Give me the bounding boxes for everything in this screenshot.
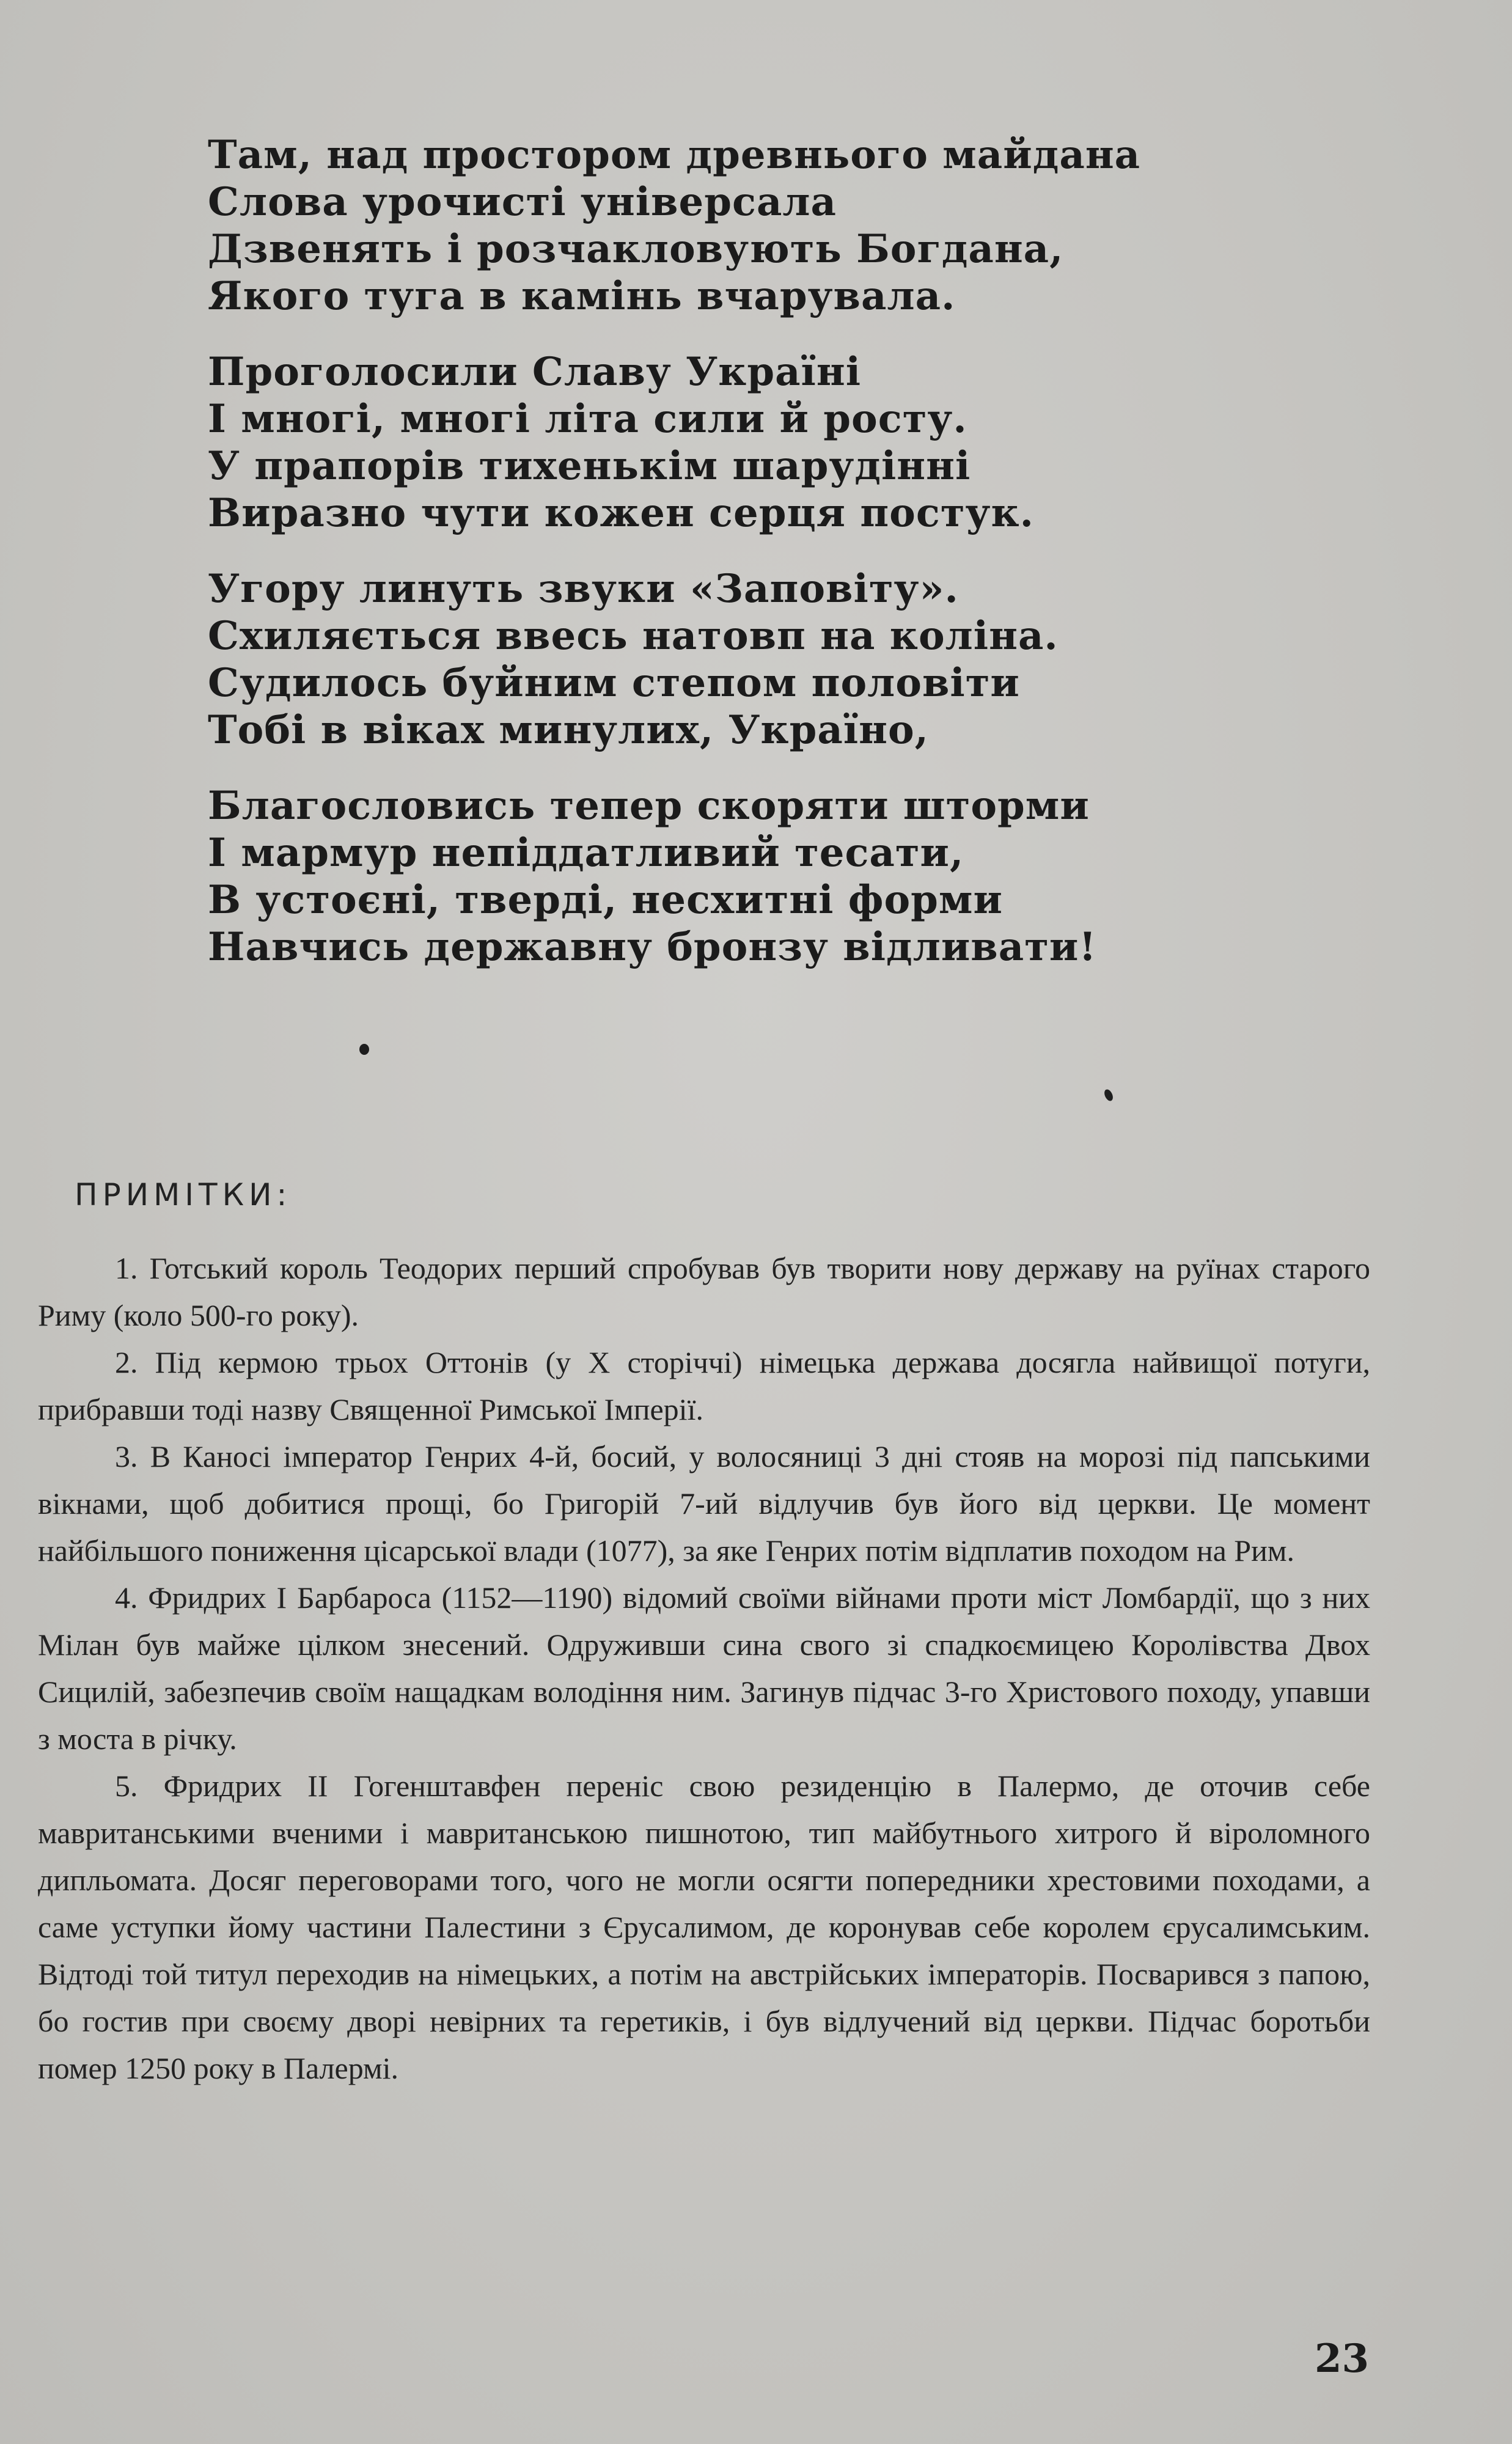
note-item: 5. Фридрих II Гогенштавфен переніс свою резиденцію в Палермо, де оточив себе мавританськими вченими і мавританською пишнотою, тип майбутнього хитрого й віроломного дипльомата. Досяг переговорами того, чого не могли осягти попередники хрестовими походами, а саме уступки йому частини Палестини з Єрусалимом, де коронував себе королем єрусалимським. Відтоді той титул переходив на німецьких, а потім на австрійських імператорів. Посварився з папою, бо гостив при своєму дворі невірних та геретиків, і був відлучений від церкви. Підчас боротьби помер 1250 року в Палермі. [38,1769,1370,2085]
poem-line: Дзвенять і розчакловують Богдана, [208,226,1064,272]
stanza-3 [208,565,1369,754]
note-item: 3. В Каносі імператор Генрих 4-й, босий, у волосяниці 3 дні стояв на морозі під папськими вікнами, щоб добитися прощі, бо Григорій 7-ий відлучив був його від церкви. Це момент найбільшого пониження цісарської влади (1077), за яке Генрих потім відплатив походом на Рим. [38,1439,1370,1568]
poem-line: Схиляється ввесь натовп на коліна. [208,613,1059,659]
stanza-1 [208,131,1369,320]
note-item: 4. Фридрих І Барбароса (1152—1190) відомий своїми війнами проти міст Ломбардії, що з них Мілан був майже цілком знесений. Одруживши сина свого зі спадкоємицею Королівства Двох Сицилій, забезпечив своїм нащадкам володіння ним. Загинув підчас 3-го Христового походу, упавши з моста в річку. [38,1580,1370,1756]
poem-line: Виразно чути кожен серця постук. [208,490,1034,536]
poem-line: Судилось буйним степом половіти [208,660,1020,706]
poem-line: І многі, многі літа сили й росту. [208,396,967,442]
poem-line: Тобі в віках минулих, Україно, [208,707,929,753]
poem-line: Слова урочисті універсала [208,179,837,225]
poem-line: Якого туга в камінь вчарувала. [208,273,956,319]
poem-line: У прапорів тихенькім шарудінні [208,443,971,489]
notes-section [38,1176,1370,2092]
notes-heading: ПРИМІТКИ: [75,1177,292,1213]
note-item: 1. Готський король Теодорих перший спробував був творити нову державу на руїнах старого Риму (коло 500-го року). [38,1251,1370,1332]
poem [208,131,1369,999]
poem-line: Проголосили Славу Україні [208,349,861,395]
poem-line: Навчись державну бронзу відливати! [208,924,1097,970]
poem-line: Благословись тепер скоряти шторми [208,783,1090,829]
poem-line: В устоєні, тверді, несхитні форми [208,877,1003,923]
stanza-2 [208,348,1369,537]
poem-line: Там, над простором древнього майдана [208,132,1141,178]
poem-line: Угору линуть звуки «Заповіту». [208,566,959,612]
note-item: 2. Під кермою трьох Оттонів (у X сторіччі) німецька держава досягла найвищої потуги, прибравши тоді назву Священної Римської Імперії. [38,1345,1370,1426]
poem-line: І мармур непіддатливий тесати, [208,830,964,876]
stanza-4 [208,782,1369,971]
ornament-dot-icon [359,1044,369,1055]
ornament-mark-icon [1103,1088,1114,1102]
page-number: 23 [1314,2336,1369,2382]
